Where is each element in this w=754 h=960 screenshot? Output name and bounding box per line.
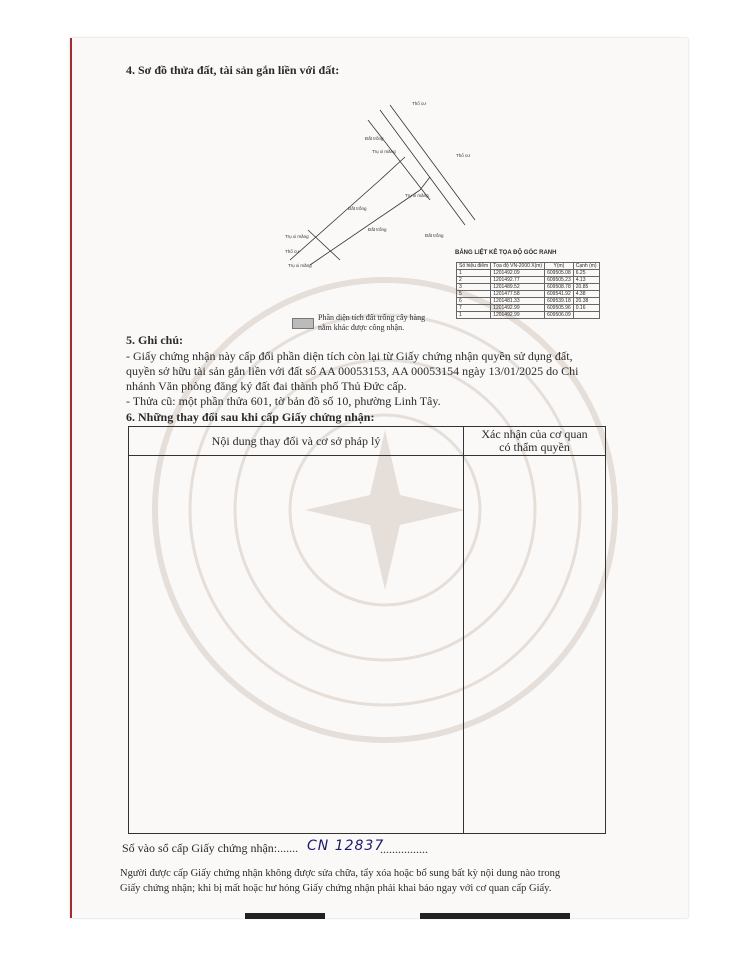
note-line: quyền sở hữu tài sản gắn liền với đất số AA 00053153, AA 00053154 ngày 13/01/2025 do Chi — [126, 364, 579, 378]
legend-swatch — [292, 318, 314, 329]
legend-text: Phần diện tích đất trống cây hàng nằm khác được công nhận. — [318, 313, 426, 332]
footer-notice — [120, 866, 560, 896]
note-line: nhánh Văn phòng đăng ký đất đai thành phố Thủ Đức cấp. — [126, 379, 407, 393]
confirm-line-2: có thẩm quyền — [499, 440, 570, 454]
register-number: CN 12837 — [307, 838, 385, 854]
map-label: Trụ xi măng — [405, 193, 429, 198]
register-trail: ................ — [380, 842, 428, 856]
map-label: Trụ xi măng — [288, 263, 312, 268]
map-label: Trụ xi măng — [285, 234, 309, 239]
table-row: 3 1201489.52 609508.78 20.85 — [457, 284, 600, 291]
changes-table — [128, 426, 606, 834]
table-row: 2 1201492.77 609505.23 4.13 — [457, 277, 600, 284]
map-label: Đất trống — [348, 206, 367, 211]
map-label: Đất trống — [425, 233, 444, 238]
register-label: Số vào sổ cấp Giấy chứng nhận:....... — [122, 841, 299, 855]
table-header-row — [457, 263, 600, 270]
note-line: - Thửa cũ: một phần thửa 601, tờ bản đồ số 10, phường Linh Tây. — [126, 394, 441, 408]
coord-header: Tọa độ VN-2000 X(m) — [491, 263, 545, 270]
footer-line: Người được cấp Giấy chứng nhận không được sửa chữa, tẩy xóa hoặc bổ sung bất kỳ nội dung nào trong — [120, 868, 561, 879]
table-row: 5 1201477.58 609541.92 4.38 — [457, 291, 600, 298]
coord-header: Y(m) — [545, 263, 574, 270]
note-line: - Giấy chứng nhận này cấp đổi phần diện tích còn lại từ Giấy chứng nhận quyền sử dụng đất, — [126, 349, 573, 363]
confirm-line-1: Xác nhận của cơ quan — [481, 427, 588, 441]
coord-table-title: BẢNG LIỆT KÊ TỌA ĐỘ GÓC RANH — [455, 250, 557, 256]
section-4-title: 4. Sơ đồ thửa đất, tài sản gắn liền với đất: — [126, 63, 340, 77]
table-row: 6 1201481.33 609539.18 20.38 — [457, 298, 600, 305]
table-row: 7 1201492.99 609505.96 0.16 — [457, 305, 600, 312]
table-row: 1 1201492.09 609505.08 6.25 — [457, 270, 600, 277]
land-plot-diagram — [280, 95, 500, 285]
map-label: Đất trống — [368, 227, 387, 232]
scan-edge-mark — [420, 913, 570, 919]
scan-edge-mark — [245, 913, 325, 919]
map-label: Trụ xi măng — [372, 149, 396, 154]
table-row — [129, 456, 606, 834]
map-label: Đất trống — [365, 136, 384, 141]
table-header-row — [129, 427, 606, 456]
footer-line: Giấy chứng nhận; khi bị mất hoặc hư hỏng Giấy chứng nhận phải khai báo ngay với cơ quan cấp Giấy. — [120, 883, 552, 894]
table-row: 1 1201492.99 609506.09 — [457, 312, 600, 319]
coord-table — [456, 262, 600, 319]
section-6-title: 6. Những thay đổi sau khi cấp Giấy chứng nhận: — [126, 410, 375, 424]
changes-header-content: Nội dung thay đổi và cơ sở pháp lý — [129, 427, 464, 456]
map-label: Thổ cư — [456, 153, 471, 158]
coord-header: Cạnh (m) — [573, 263, 599, 270]
map-label: Thổ cư — [285, 249, 300, 254]
changes-header-confirm — [464, 427, 606, 456]
coord-header: Số hiệu điểm — [457, 263, 491, 270]
section-5-title: 5. Ghi chú: — [126, 333, 184, 347]
map-label: Thổ cư — [412, 101, 427, 106]
